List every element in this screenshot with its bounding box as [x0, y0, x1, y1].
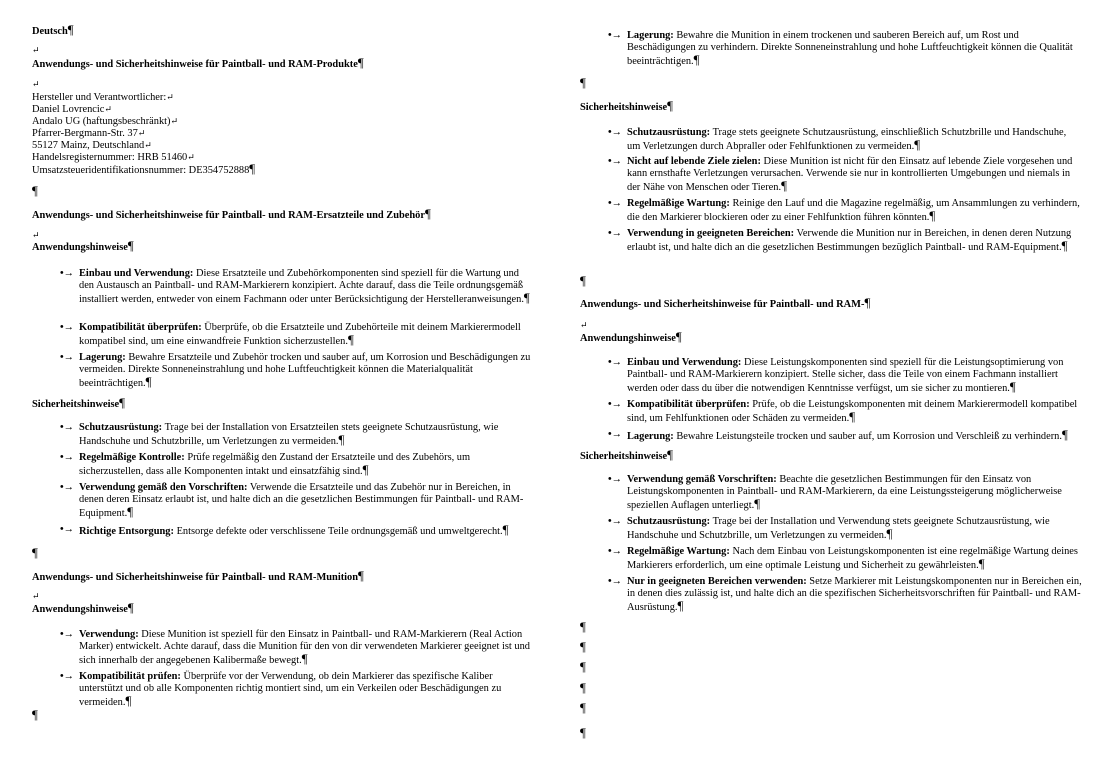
language-heading: Deutsch¶: [32, 22, 74, 37]
empty-line: ↵: [580, 320, 588, 330]
bullet-item: •→ Kompatibilität überprüfen: Prüfe, ob die Leistungskomponenten mit deinem Markierermodell kompatibel sind, um Fehlfunktionen oder Schäden zu vermeiden.¶: [608, 399, 1078, 424]
address-line: Hersteller und Verantwortlicher:↵: [32, 92, 174, 103]
bullet-arrow-icon: •→: [60, 422, 75, 433]
heading-usage: Anwendungshinweise¶: [32, 600, 134, 615]
bullet-arrow-icon: •→: [608, 516, 623, 527]
bullet-arrow-icon: •→: [60, 671, 75, 682]
bullet-item: •→ Schutzausrüstung: Trage bei der Installation und Verwendung stets geeignete Schutzausrüstung, wie Handschuhe und Schutzbrille, um Verletzungen zu vermeiden.¶: [608, 516, 1050, 541]
bullet-arrow-icon: •→: [60, 482, 75, 493]
heading-safety: Sicherheitshinweise¶: [580, 98, 674, 113]
address-line: Andalo UG (haftungsbeschränkt)↵: [32, 116, 179, 127]
title-performance: Anwendungs- und Sicherheitshinweise für Paintball- und RAM-¶: [580, 295, 871, 310]
address-line: Handelsregisternummer: HRB 51460↵: [32, 152, 195, 163]
bullet-arrow-icon: •→: [608, 399, 623, 410]
bullet-item: •→ Einbau und Verwendung: Diese Ersatzteile und Zubehörkomponenten sind speziell für die Wartung und den Austausch an Paintball- und RAM-Markierern konzipiert. Achte darauf, dass die Teile ordnungsgemäß installiert werden, entweder von einem Fachmann oder unter Berücksichtigung der Herstelleranweisungen.¶: [60, 268, 530, 305]
heading-safety: Sicherheitshinweise¶: [32, 395, 126, 410]
paragraph-mark: ¶: [32, 545, 38, 560]
bullet-item: •→ Kompatibilität überprüfen: Überprüfe, ob die Ersatzteile und Zubehörteile mit deinem Markierermodell kompatibel sind, um eine einwandfreie Funktion sicherzustellen.¶: [60, 322, 521, 347]
heading-safety: Sicherheitshinweise¶: [580, 447, 674, 462]
paragraph-mark: ¶: [580, 619, 586, 634]
bullet-arrow-icon: •→: [60, 452, 75, 463]
bullet-item: •→ Einbau und Verwendung: Diese Leistungskomponenten sind speziell für die Leistungsoptimierung von Paintball- und RAM-Markierern konzipiert. Stelle sicher, dass die Teile von einem Fachmann installiert werden oder dass du über die notwendigen Kenntnisse verfügst, um sie sicher zu montieren.¶: [608, 357, 1064, 394]
bullet-item: •→ Verwendung: Diese Munition ist speziell für den Einsatz in Paintball- und RAM-Markierern (Real Action Marker) entwickelt. Achte darauf, dass die Munition für den von dir verwendeten Markierer geeignet ist und sich innerhalb der angegebenen Kalibermaße bewegt.¶: [60, 629, 530, 666]
paragraph-mark: ¶: [580, 725, 586, 740]
bullet-item: •→ Regelmäßige Wartung: Nach dem Einbau von Leistungskomponenten ist eine regelmäßige Wartung deines Markierers erforderlich, um eine optimale Leistung und Sicherheit zu gewährleisten.¶: [608, 546, 1078, 571]
paragraph-mark: ¶: [580, 700, 586, 715]
title-products: Anwendungs- und Sicherheitshinweise für Paintball- und RAM-Produkte¶: [32, 55, 364, 70]
paragraph-mark: ¶: [32, 707, 38, 722]
bullet-item: •→ Richtige Entsorgung: Entsorge defekte oder verschlissene Teile ordnungsgemäß und umweltgerecht.¶: [60, 522, 509, 537]
bullet-arrow-icon: •→: [60, 629, 75, 640]
heading-usage: Anwendungshinweise¶: [32, 238, 134, 253]
bullet-arrow-icon: •→: [60, 268, 75, 279]
bullet-item: •→ Verwendung gemäß den Vorschriften: Verwende die Ersatzteile und das Zubehör nur in Bereichen, in denen deren Einsatz erlaubt ist, und halte dich an die gesetzlichen Bestimmungen für Paintball- und RAM-Equipment.¶: [60, 482, 524, 519]
paragraph-mark: ¶: [580, 639, 586, 654]
bullet-arrow-icon: •→: [608, 429, 623, 440]
bullet-arrow-icon: •→: [608, 30, 623, 41]
empty-line: ↵: [32, 79, 40, 89]
paragraph-mark: ¶: [580, 659, 586, 674]
bullet-item: •→ Lagerung: Bewahre Leistungsteile trocken und sauber auf, um Korrosion und Verschleiß zu verhindern.¶: [608, 427, 1068, 442]
heading-usage: Anwendungshinweise¶: [580, 329, 682, 344]
bullet-arrow-icon: •→: [60, 352, 75, 363]
address-line: Daniel Lovrencic↵: [32, 104, 112, 115]
paragraph-mark: ¶: [580, 680, 586, 695]
bullet-arrow-icon: •→: [60, 322, 75, 333]
paragraph-mark: ¶: [580, 273, 586, 288]
bullet-item: •→ Lagerung: Bewahre Ersatzteile und Zubehör trocken und sauber auf, um Korrosion und Beschädigungen zu vermeiden. Direkte Sonneneinstrahlung und hohe Luftfeuchtigkeit können die Materialqualität beeinträchtigen.¶: [60, 352, 531, 389]
bullet-arrow-icon: •→: [608, 228, 623, 239]
title-ammunition: Anwendungs- und Sicherheitshinweise für Paintball- und RAM-Munition¶: [32, 568, 364, 583]
bullet-item: •→ Lagerung: Bewahre die Munition in einem trockenen und sauberen Bereich auf, um Rost und Beschädigungen zu verhindern. Direkte Sonneneinstrahlung und hohe Luftfeuchtigkeit können die Qualität beeinträchtigen.¶: [608, 30, 1073, 67]
bullet-arrow-icon: •→: [608, 576, 623, 587]
address-line: 55127 Mainz, Deutschland↵: [32, 140, 152, 151]
title-spare-parts: Anwendungs- und Sicherheitshinweise für Paintball- und RAM-Ersatzteile und Zubehör¶: [32, 206, 431, 221]
bullet-arrow-icon: •→: [60, 524, 75, 535]
bullet-item: •→ Verwendung in geeigneten Bereichen: Verwende die Munition nur in Bereichen, in denen deren Nutzung erlaubt ist, und halte dich an die gesetzlichen Bestimmungen bezüglich Paintball- und RAM-Equipment.¶: [608, 228, 1072, 253]
bullet-item: •→ Nicht auf lebende Ziele zielen: Diese Munition ist nicht für den Einsatz auf lebende Ziele vorgesehen und kann ernsthafte Verletzungen verursachen. Verwende sie nur in kontrollierten Umgebungen und niemals in der Nähe von Menschen oder Tieren.¶: [608, 156, 1073, 193]
empty-line: ↵: [32, 591, 40, 601]
bullet-item: •→ Schutzausrüstung: Trage stets geeignete Schutzausrüstung, einschließlich Schutzbrille und Handschuhe, um Verletzungen durch Abpraller oder Fehlfunktionen zu vermeiden.¶: [608, 127, 1067, 152]
paragraph-mark: ¶: [580, 75, 586, 90]
address-line: Pfarrer-Bergmann-Str. 37↵: [32, 128, 146, 139]
bullet-arrow-icon: •→: [608, 198, 623, 209]
empty-line: ↵: [32, 230, 40, 240]
bullet-arrow-icon: •→: [608, 127, 623, 138]
bullet-arrow-icon: •→: [608, 474, 623, 485]
bullet-item: •→ Schutzausrüstung: Trage bei der Installation von Ersatzteilen stets geeignete Schutzausrüstung, wie Handschuhe und Schutzbrille, um Verletzungen zu vermeiden.¶: [60, 422, 499, 447]
bullet-item: •→ Regelmäßige Kontrolle: Prüfe regelmäßig den Zustand der Ersatzteile und des Zubehörs, um sicherzustellen, dass alle Komponenten intakt und einsatzfähig sind.¶: [60, 452, 471, 477]
empty-line: ↵: [32, 45, 40, 55]
bullet-arrow-icon: •→: [608, 546, 623, 557]
bullet-arrow-icon: •→: [608, 357, 623, 368]
bullet-item: •→ Regelmäßige Wartung: Reinige den Lauf und die Magazine regelmäßig, um Ansammlungen zu verhindern, die den Markierer blockieren oder zu einer Fehlfunktion führen könnten.¶: [608, 198, 1080, 223]
bullet-item: •→ Kompatibilität prüfen: Überprüfe vor der Verwendung, ob dein Markierer das spezifische Kaliber unterstützt und ob alle Komponenten richtig montiert sind, um ein Verkeilen oder Beschädigungen zu vermeiden.¶: [60, 671, 502, 708]
bullet-item: •→ Verwendung gemäß Vorschriften: Beachte die gesetzlichen Bestimmungen für den Einsatz von Leistungskomponenten in Paintball- und RAM-Markierern, da eine Leistungssteigerung möglicherweise speziellen Auflagen unterliegt.¶: [608, 474, 1062, 511]
address-line: Umsatzsteueridentifikationsnummer: DE354752888¶: [32, 161, 256, 176]
paragraph-mark: ¶: [32, 183, 38, 198]
bullet-item: •→ Nur in geeigneten Bereichen verwenden: Setze Markierer mit Leistungskomponenten nur in Bereichen ein, in denen dies zulässig ist, und halte dich an die spezifischen Sicherheitsvorschriften für Paintball- und RAM-Ausrüstung.¶: [608, 576, 1082, 613]
bullet-arrow-icon: •→: [608, 156, 623, 167]
